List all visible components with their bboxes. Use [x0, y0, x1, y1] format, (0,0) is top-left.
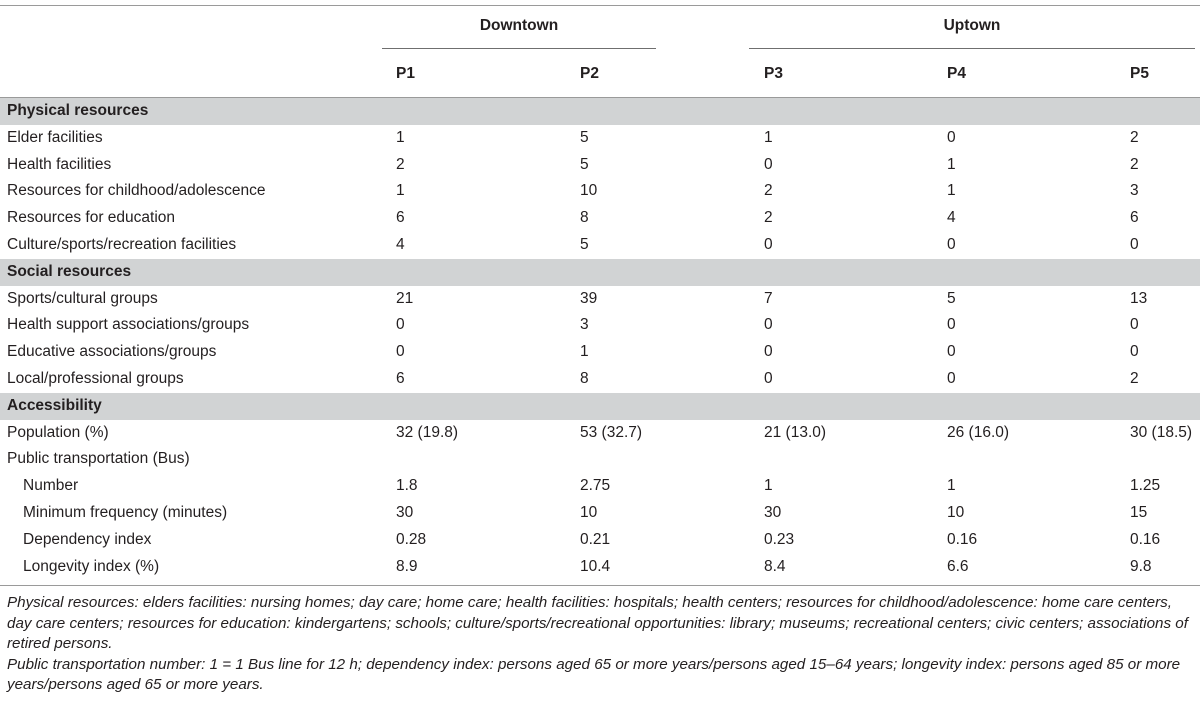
cell-p4: 1 [947, 155, 956, 173]
cell-p2: 53 (32.7) [580, 423, 643, 441]
cell-p3: 0 [764, 235, 773, 253]
cell-p2: 8 [580, 209, 589, 227]
table-footnotes [7, 593, 1195, 696]
cell-p5: 2 [1130, 128, 1139, 146]
cell-p5: 2 [1130, 155, 1139, 173]
cell-p3: 0 [764, 155, 773, 173]
cell-p4: 26 (16.0) [947, 423, 1010, 441]
cell-p3: 8.4 [764, 557, 786, 575]
table-row [0, 178, 1200, 205]
table-row [0, 420, 1200, 447]
row-label: Culture/sports/recreation facilities [7, 235, 237, 253]
cell-p4: 5 [947, 289, 956, 307]
cell-p1: 0.28 [396, 530, 427, 548]
row-label: Local/professional groups [7, 369, 184, 387]
cell-p4: 1 [947, 477, 956, 495]
cell-p4: 4 [947, 209, 956, 227]
table-row [0, 366, 1200, 393]
column-header-p5: P5 [1130, 65, 1149, 82]
cell-p4: 0 [947, 128, 956, 146]
cell-p1: 0 [396, 343, 405, 361]
cell-p3: 0 [764, 343, 773, 361]
cell-p3: 1 [764, 477, 773, 495]
cell-p2: 5 [580, 235, 589, 253]
footnote-physical-resources: Physical resources: elders facilities: nursing homes; day care; home care; health facilities: hospitals; health centers; resources for childhood/adolescence: home care centers, day care centers; resources for education: kindergartens; schools; culture/sports/recreational opportunities: library; museums; recreational centers; civic centers; associations of retired persons. [7, 594, 1188, 652]
section-row [0, 393, 1200, 420]
cell-p2: 10 [580, 182, 598, 200]
cell-p2: 3 [580, 316, 589, 334]
cell-p5: 2 [1130, 369, 1139, 387]
cell-p4: 0.16 [947, 530, 978, 548]
cell-p2: 1 [580, 343, 589, 361]
top-rule [0, 5, 1200, 6]
cell-p1: 1 [396, 128, 405, 146]
table-row [0, 205, 1200, 232]
cell-p3: 1 [764, 128, 773, 146]
cell-p3: 0 [764, 316, 773, 334]
cell-p4: 6.6 [947, 557, 969, 575]
cell-p5: 0 [1130, 235, 1139, 253]
row-label: Resources for childhood/adolescence [7, 182, 266, 200]
cell-p3: 2 [764, 209, 773, 227]
table-row [0, 446, 1200, 473]
cell-p1: 32 (19.8) [396, 423, 459, 441]
cell-p5: 0 [1130, 316, 1139, 334]
table-row [0, 554, 1200, 581]
cell-p5: 0 [1130, 343, 1139, 361]
table-row [0, 152, 1200, 179]
cell-p4: 0 [947, 369, 956, 387]
row-label: Public transportation (Bus) [7, 450, 190, 468]
row-label: Health facilities [7, 155, 112, 173]
cell-p2: 5 [580, 128, 589, 146]
group-rule-uptown [749, 48, 1195, 49]
group-rule-downtown [382, 48, 656, 49]
group-header-downtown: Downtown [479, 17, 559, 34]
column-header-p1: P1 [396, 65, 415, 82]
row-label: Elder facilities [7, 128, 103, 146]
section-label: Physical resources [7, 102, 149, 119]
column-header-p3: P3 [764, 65, 783, 82]
cell-p1: 8.9 [396, 557, 418, 575]
section-row [0, 98, 1200, 125]
cell-p4: 0 [947, 343, 956, 361]
table-row [0, 339, 1200, 366]
bottom-rule [0, 585, 1200, 586]
row-label: Educative associations/groups [7, 343, 217, 361]
table-row [0, 527, 1200, 554]
cell-p5: 15 [1130, 503, 1148, 521]
row-label: Dependency index [23, 530, 152, 548]
cell-p1: 6 [396, 209, 405, 227]
table-row [0, 473, 1200, 500]
section-row [0, 259, 1200, 286]
cell-p3: 2 [764, 182, 773, 200]
cell-p5: 0.16 [1130, 530, 1161, 548]
cell-p2: 5 [580, 155, 589, 173]
cell-p2: 0.21 [580, 530, 611, 548]
cell-p4: 10 [947, 503, 965, 521]
column-header-p4: P4 [947, 65, 966, 82]
section-label: Social resources [7, 262, 132, 280]
cell-p1: 21 [396, 289, 414, 307]
cell-p3: 7 [764, 289, 773, 307]
cell-p4: 0 [947, 235, 956, 253]
row-label: Number [23, 477, 79, 495]
cell-p5: 3 [1130, 182, 1139, 200]
cell-p5: 9.8 [1130, 557, 1152, 575]
cell-p3: 0.23 [764, 530, 795, 548]
cell-p5: 1.25 [1130, 477, 1161, 495]
table-row [0, 286, 1200, 313]
table-row [0, 312, 1200, 339]
cell-p1: 0 [396, 316, 405, 334]
cell-p1: 30 [396, 503, 414, 521]
cell-p4: 0 [947, 316, 956, 334]
cell-p5: 6 [1130, 209, 1139, 227]
cell-p1: 1.8 [396, 477, 418, 495]
group-header-uptown: Uptown [943, 17, 1001, 34]
row-label: Population (%) [7, 423, 109, 441]
cell-p2: 10.4 [580, 557, 611, 575]
cell-p1: 4 [396, 235, 405, 253]
row-label: Resources for education [7, 209, 176, 227]
cell-p1: 1 [396, 182, 405, 200]
row-label: Minimum frequency (minutes) [23, 503, 228, 521]
cell-p5: 30 (18.5) [1130, 423, 1193, 441]
cell-p3: 21 (13.0) [764, 423, 827, 441]
table-row [0, 125, 1200, 152]
section-label: Accessibility [7, 396, 102, 414]
cell-p3: 30 [764, 503, 782, 521]
cell-p3: 0 [764, 369, 773, 387]
cell-p1: 2 [396, 155, 405, 173]
cell-p2: 10 [580, 503, 598, 521]
row-label: Sports/cultural groups [7, 289, 158, 307]
cell-p1: 6 [396, 369, 405, 387]
table-body [0, 98, 1200, 580]
cell-p5: 13 [1130, 289, 1148, 307]
cell-p2: 2.75 [580, 477, 611, 495]
table-row [0, 232, 1200, 259]
column-header-p2: P2 [580, 65, 599, 82]
cell-p2: 39 [580, 289, 598, 307]
table-row [0, 500, 1200, 527]
row-label: Longevity index (%) [23, 557, 160, 575]
footnote-public-transportation: Public transportation number: 1 = 1 Bus line for 12 h; dependency index: persons aged 65 or more years/persons aged 15–64 years; longevity index: persons aged 85 or more years/persons aged 65 or more years. [7, 655, 1181, 693]
cell-p4: 1 [947, 182, 956, 200]
row-label: Health support associations/groups [7, 316, 250, 334]
cell-p2: 8 [580, 369, 589, 387]
